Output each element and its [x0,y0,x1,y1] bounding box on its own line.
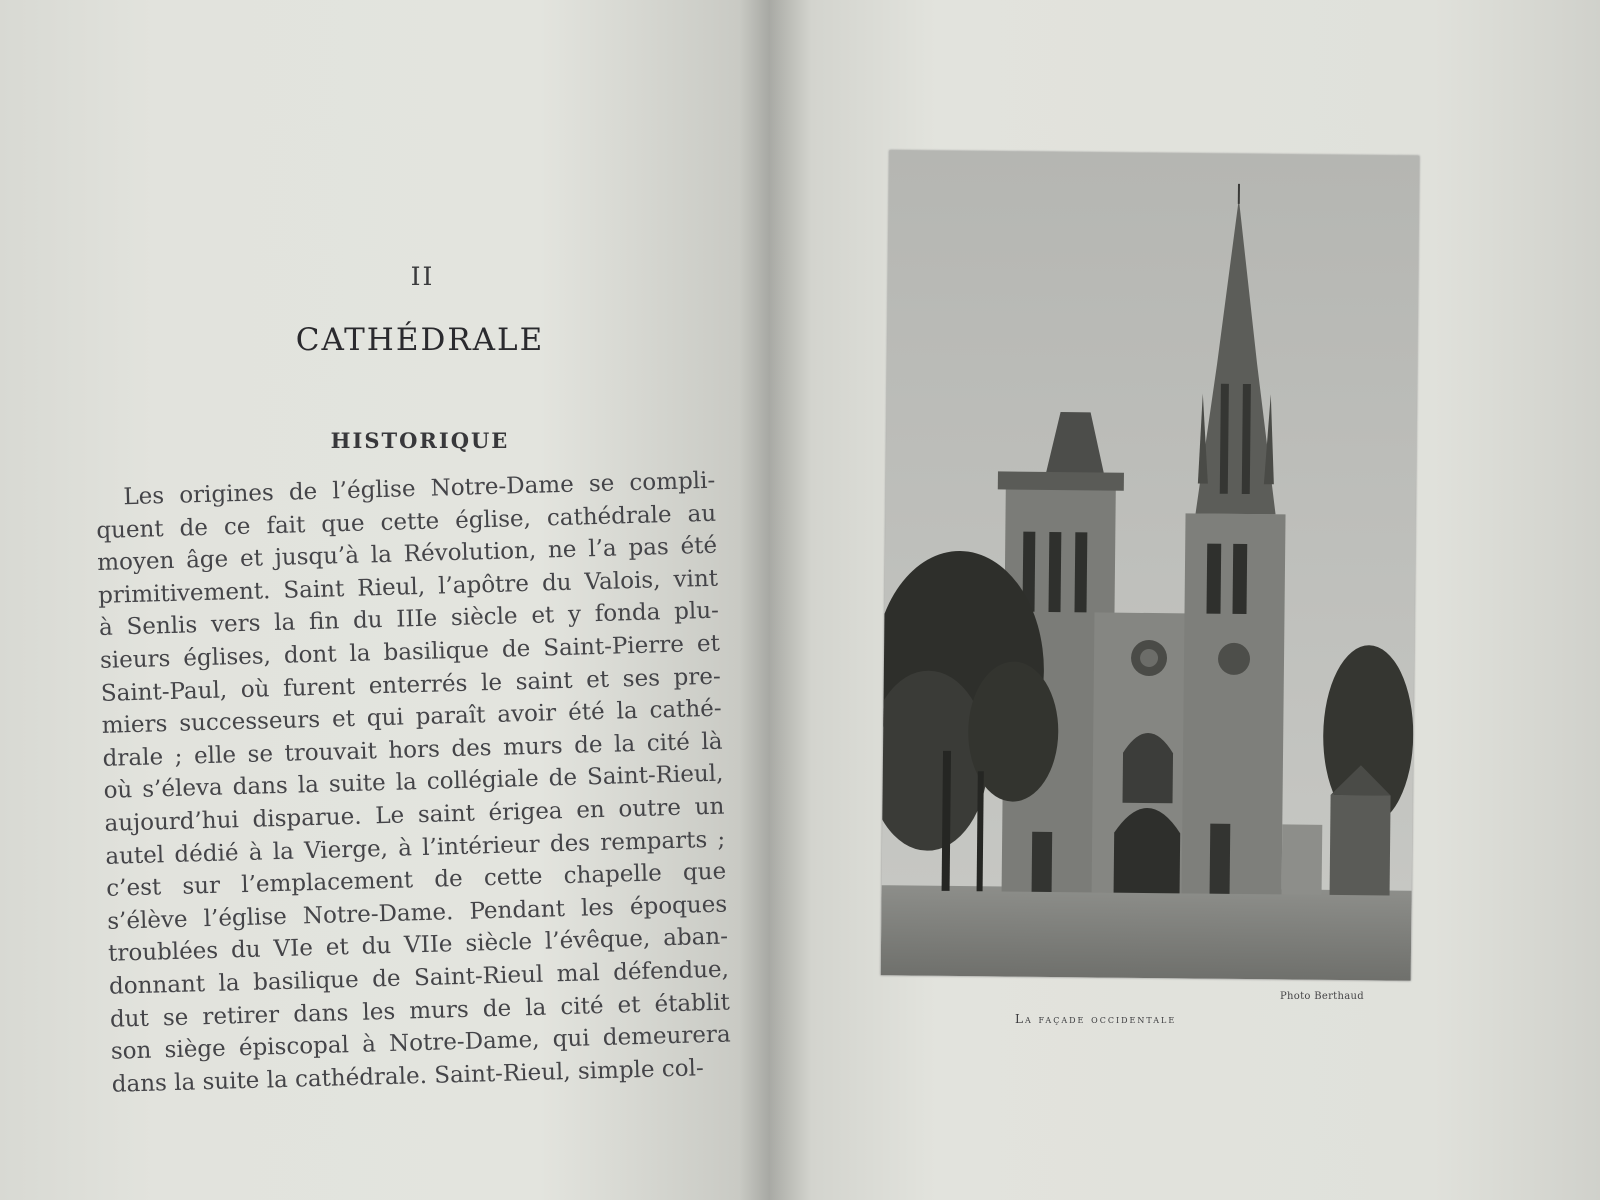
photo-credit: Photo Berthaud [1280,991,1364,1002]
text-line: primitivement. Saint Rieul, l’apôtre du Valois, vint [97,565,719,609]
text-line: sieurs églises, dont la basilique de Saint-Pierre et [99,630,721,674]
text-line: quent de ce fait que cette église, cathédrale au [95,500,717,544]
left-page [0,0,770,1200]
text-line: autel dédié à la Vierge, à l’intérieur des remparts ; [105,826,726,870]
text-line: Saint-Paul, où furent enterrés le saint et ses pre- [100,663,722,707]
body-text [95,465,732,1101]
text-line: troublées du VIe et du VIIe siècle l’évêque, aban- [107,923,729,968]
cathedral-illustration [881,150,1420,981]
text-line: aujourd’hui disparue. Le saint érigea en outre un [104,793,725,837]
text-line: donnant la basilique de Saint-Rieul mal défendue, [108,956,730,1000]
text-line: dut se retirer dans les murs de la cité et établit [109,988,731,1033]
chapter-title: CATHÉDRALE [295,322,545,358]
text-line: drale ; elle se trouvait hors des murs de la cité là [102,728,723,772]
text-line: moyen âge et jusqu’à la Révolution, ne l’a pas été [96,532,718,577]
text-line: c’est sur l’emplacement de cette chapelle que [106,858,727,902]
right-page [770,0,1600,1200]
text-line: son siège épiscopal à Notre-Dame, qui demeurera [110,1021,732,1065]
text-line: dans la suite la cathédrale. Saint-Rieul, simple col- [111,1054,705,1098]
text-line: Les origines de l’église Notre-Dame se compli- [123,467,716,511]
text-line: où s’éleva dans la suite la collégiale de Saint-Rieul, [103,760,724,805]
chapter-number: II [410,262,435,291]
section-title: HISTORIQUE [330,428,510,453]
photo-caption: La façade occidentale [1015,1012,1177,1026]
cathedral-photo [881,150,1420,981]
text-line: miers successeurs et qui paraît avoir été la cathé- [101,695,722,740]
text-line: à Senlis vers la fin du IIIe siècle et y fonda plu- [98,598,720,642]
text-line: s’élève l’église Notre-Dame. Pendant les époques [106,891,728,935]
